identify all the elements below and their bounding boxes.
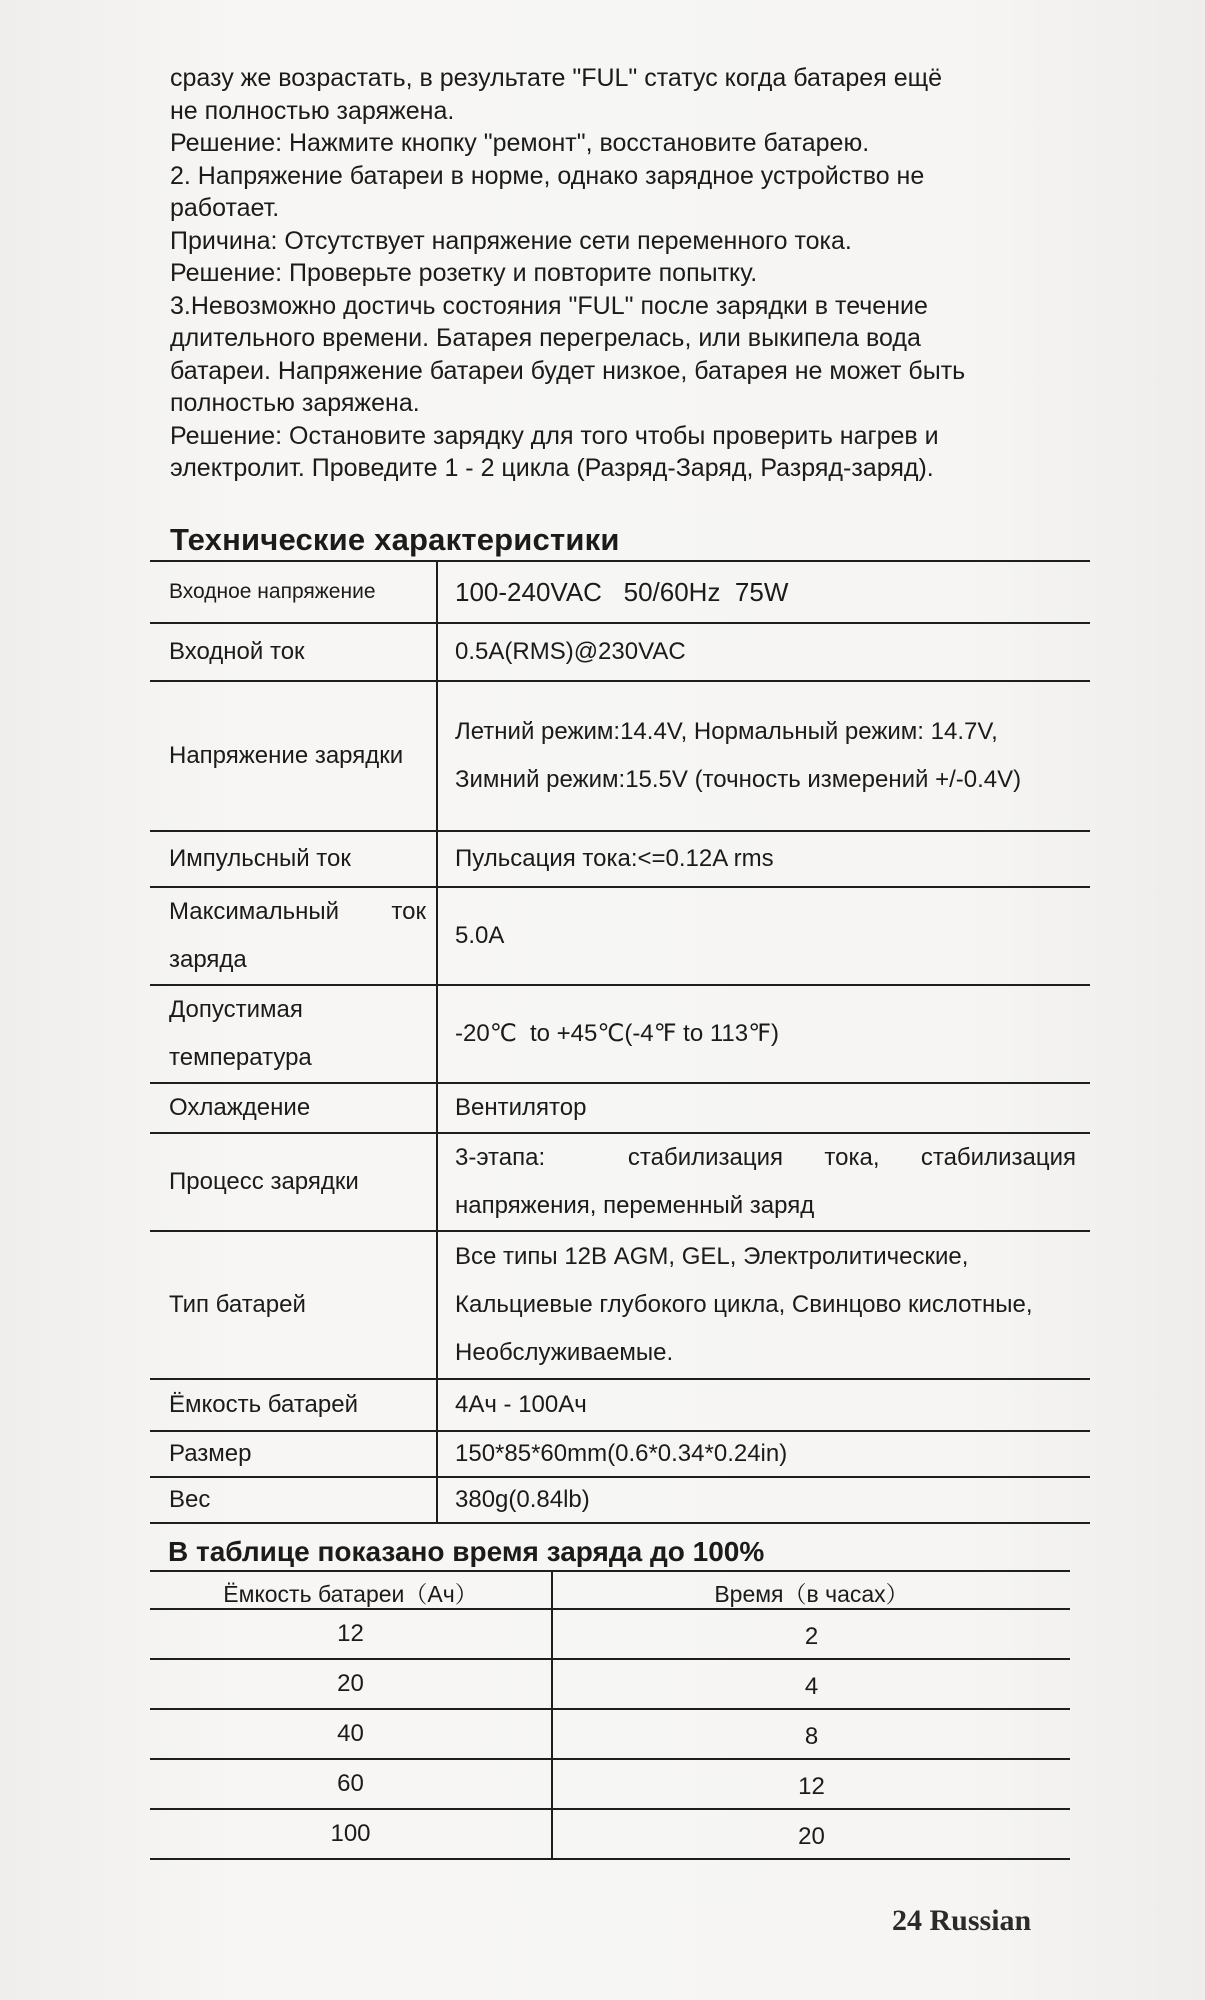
spec-label: Входное напряжение bbox=[150, 562, 438, 622]
spec-row-input-current bbox=[150, 622, 1090, 680]
intro-line: Решение: Нажмите кнопку "ремонт", восстановите батарею. bbox=[170, 129, 870, 157]
intro-line: 2. Напряжение батареи в норме, однако зарядное устройство не bbox=[170, 161, 925, 190]
intro-line: полностью заряжена. bbox=[170, 389, 420, 417]
table-row bbox=[150, 1710, 1070, 1760]
specs-heading: Технические характеристики bbox=[170, 522, 620, 557]
specs-table bbox=[150, 560, 1090, 1524]
spec-row-max-current bbox=[150, 886, 1090, 984]
spec-label: Охлаждение bbox=[150, 1084, 438, 1132]
page-language: Russian bbox=[929, 1904, 1032, 1937]
charge-time-heading: В таблице показано время заряда до 100% bbox=[168, 1536, 765, 1567]
spec-value: 4Ач - 100Ач bbox=[455, 1391, 587, 1418]
spec-row-weight bbox=[150, 1476, 1090, 1524]
capacity-cell: 60 bbox=[150, 1760, 553, 1808]
intro-line: Решение: Проверьте розетку и повторите попытку. bbox=[170, 259, 758, 287]
intro-line: 3.Невозможно достичь состояния "FUL" после зарядки в течение bbox=[170, 291, 928, 320]
charge-table-header bbox=[150, 1572, 1070, 1610]
col-header-time: Время（в часах） bbox=[714, 1580, 909, 1607]
spec-row-size bbox=[150, 1430, 1090, 1476]
spec-label: Процесс зарядки bbox=[150, 1134, 438, 1230]
spec-label: Максимальный ток заряда bbox=[150, 888, 438, 984]
spec-label: Допустимая температура bbox=[150, 986, 438, 1082]
spec-row-capacity bbox=[150, 1378, 1090, 1430]
table-row bbox=[150, 1760, 1070, 1810]
capacity-cell: 40 bbox=[150, 1710, 553, 1758]
spec-value: 380g(0.84lb) bbox=[455, 1486, 590, 1513]
page-number: 24 bbox=[892, 1904, 922, 1937]
spec-value: Вентилятор bbox=[455, 1094, 587, 1121]
spec-value: 100-240VAC 50/60Hz 75W bbox=[455, 577, 789, 607]
intro-line: Причина: Отсутствует напряжение сети переменного тока. bbox=[170, 226, 852, 255]
spec-row-charge-voltage bbox=[150, 680, 1090, 830]
spec-value: -20℃ to +45℃(-4℉ to 113℉) bbox=[455, 1020, 779, 1047]
spec-row-temperature bbox=[150, 984, 1090, 1082]
spec-value: Летний режим:14.4V, Нормальный режим: 14.7V, Зимний режим:15.5V (точность измерений +/-0.4V) bbox=[455, 718, 1022, 793]
spec-value: Пульсация тока:<=0.12A rms bbox=[455, 845, 774, 872]
intro-line: работает. bbox=[170, 194, 280, 222]
spec-label: Импульсный ток bbox=[150, 832, 438, 886]
spec-label: Ёмкость батарей bbox=[150, 1380, 438, 1430]
spec-label: Входной ток bbox=[150, 624, 438, 680]
spec-row-charge-process bbox=[150, 1132, 1090, 1230]
table-row bbox=[150, 1610, 1070, 1660]
spec-value: 5.0A bbox=[455, 922, 505, 949]
intro-line: электролит. Проведите 1 - 2 цикла (Разряд-Заряд, Разряд-заряд). bbox=[170, 454, 934, 482]
page-footer bbox=[892, 1904, 1031, 1938]
spec-value: 150*85*60mm(0.6*0.34*0.24in) bbox=[455, 1440, 788, 1467]
spec-label: Размер bbox=[150, 1432, 438, 1476]
capacity-cell: 12 bbox=[150, 1610, 553, 1658]
intro-line: длительного времени. Батарея перегрелась, или выкипела вода bbox=[170, 324, 921, 352]
spec-value: 3-этапа: стабилизация тока, стабилизация напряжения, переменный заряд bbox=[455, 1144, 1083, 1219]
spec-row-input-voltage bbox=[150, 560, 1090, 622]
intro-line: сразу же возрастать, в результате "FUL" статус когда батарея ещё bbox=[170, 64, 943, 92]
time-cell: 2 bbox=[804, 1623, 819, 1650]
spec-label: Вес bbox=[150, 1478, 438, 1522]
intro-line: Решение: Остановите зарядку для того чтобы проверить нагрев и bbox=[170, 421, 939, 450]
time-cell: 4 bbox=[804, 1673, 819, 1700]
time-cell: 20 bbox=[798, 1823, 825, 1850]
spec-value: Все типы 12В AGM, GEL, Электролитические, Кальциевые глубокого цикла, Свинцово кислотные, Необслуживаемые. bbox=[455, 1243, 1033, 1366]
capacity-cell: 20 bbox=[150, 1660, 553, 1708]
spec-label: Напряжение зарядки bbox=[150, 682, 438, 830]
col-header-capacity: Ёмкость батареи（Ач） bbox=[150, 1572, 553, 1608]
time-cell: 8 bbox=[804, 1723, 819, 1750]
spec-row-battery-type bbox=[150, 1230, 1090, 1378]
intro-line: батареи. Напряжение батареи будет низкое, батарея не может быть bbox=[170, 356, 966, 385]
spec-label: Тип батарей bbox=[150, 1232, 438, 1378]
troubleshooting-text bbox=[170, 62, 1090, 485]
charge-time-table bbox=[150, 1570, 1070, 1860]
spec-value: 0.5A(RMS)@230VAC bbox=[455, 638, 686, 665]
table-row bbox=[150, 1810, 1070, 1860]
capacity-cell: 100 bbox=[150, 1810, 553, 1858]
intro-line: не полностью заряжена. bbox=[170, 96, 455, 125]
table-row bbox=[150, 1660, 1070, 1710]
time-cell: 12 bbox=[798, 1773, 825, 1800]
spec-row-pulse-current bbox=[150, 830, 1090, 886]
spec-row-cooling bbox=[150, 1082, 1090, 1132]
